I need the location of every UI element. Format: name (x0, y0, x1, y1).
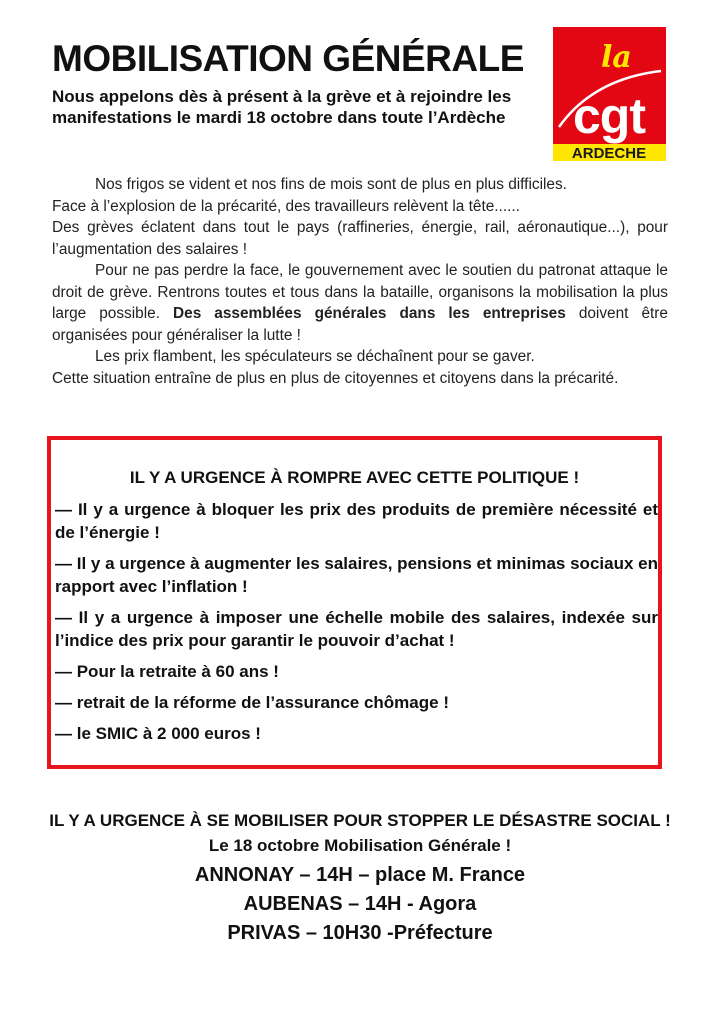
meeting-points (40, 861, 680, 948)
svg-text:cgt: cgt (573, 88, 645, 144)
intro-paragraph: Cette situation entraîne de plus en plus de citoyennes et citoyens dans la précarité. (52, 369, 619, 387)
footer (40, 808, 680, 948)
intro-text-bold: Des assemblées générales dans les entreprises (173, 305, 566, 322)
cgt-ardeche-logo (553, 27, 666, 161)
intro-text-end: doivent être organisées pour généraliser la lutte ! (52, 305, 668, 344)
meeting-point: ANNONAY – 14H – place M. France (194, 864, 526, 886)
cgt-logo-icon (553, 27, 666, 161)
meeting-point: PRIVAS – 10H30 -Préfecture (227, 922, 493, 944)
urgence-title: IL Y A URGENCE À ROMPRE AVEC CETTE POLITIQUE ! (129, 468, 580, 487)
intro-paragraph: Des grèves éclatent dans tout le pays (raffineries, énergie, rail, aéronautique...), pour l’augmentation des salaires ! (52, 219, 668, 258)
urgence-box (47, 436, 662, 769)
intro-paragraph: Nos frigos se vident et nos fins de mois sont de plus en plus difficiles. (95, 176, 567, 193)
demand-item: — Il y a urgence à imposer une échelle mobile des salaires, indexée sur l’indice des prix pour garantir le pouvoir d’achat ! (55, 608, 658, 650)
svg-text:la: la (601, 40, 632, 75)
demand-item: — Il y a urgence à bloquer les prix des produits de première nécessité et de l’énergie ! (55, 500, 658, 542)
page-subtitle: Nous appelons dès à présent à la grève et à rejoindre les manifestations le mardi 18 octobre dans toute l’Ardèche (52, 87, 512, 127)
intro-paragraph: Les prix flambent, les spéculateurs se déchaînent pour se gaver. (95, 348, 535, 365)
demand-item: — le SMIC à 2 000 euros ! (55, 724, 261, 743)
intro-text-start: Pour ne pas perdre la face, le gouvernement avec le soutien du patronat attaque le droit de grève. Rentrons toutes et tous dans la bataille, organisons la mobilisation la plus large possible. (52, 262, 668, 322)
mobilisation-call: IL Y A URGENCE À SE MOBILISER POUR STOPPER LE DÉSASTRE SOCIAL ! Le 18 octobre Mobilisation Générale ! (49, 811, 671, 855)
demand-item: — retrait de la réforme de l’assurance chômage ! (55, 693, 449, 712)
meeting-point: AUBENAS – 14H - Agora (243, 893, 477, 915)
svg-text:ARDECHE: ARDECHE (571, 145, 647, 161)
intro-paragraph (52, 260, 668, 346)
demand-item: — Il y a urgence à augmenter les salaires, pensions et minimas sociaux en rapport avec l’inflation ! (55, 554, 658, 596)
page-title: MOBILISATION GÉNÉRALE (52, 38, 524, 79)
demand-item: — Pour la retraite à 60 ans ! (55, 662, 279, 681)
intro-text (52, 174, 668, 389)
intro-paragraph: Face à l’explosion de la précarité, des travailleurs relèvent la tête...... (52, 197, 520, 215)
demands-list (55, 498, 658, 753)
